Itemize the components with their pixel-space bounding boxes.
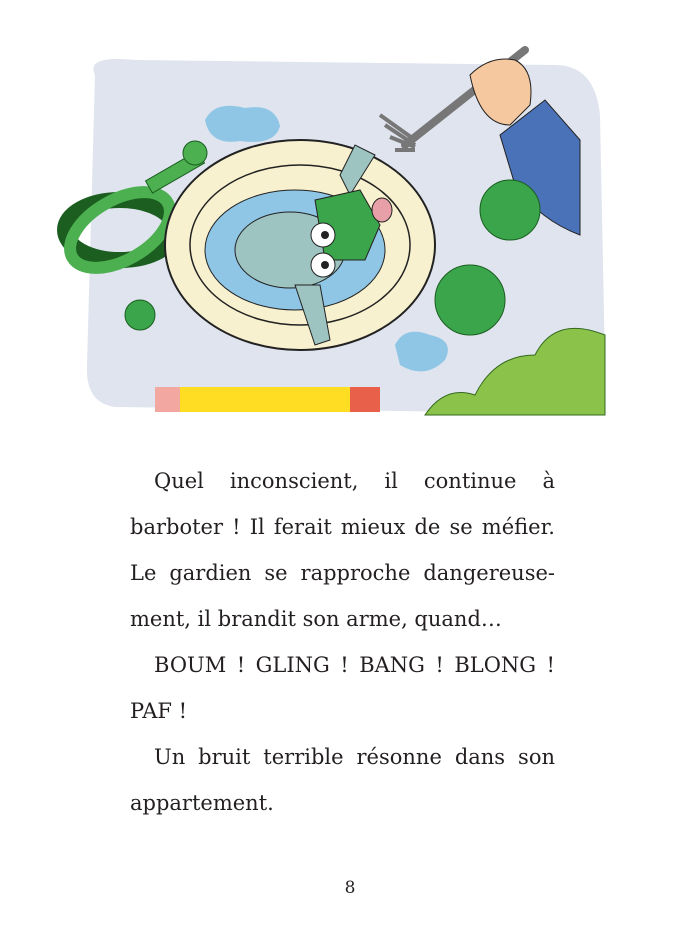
text-line: BOUM ! GLING ! BANG ! BLONG ! bbox=[154, 653, 555, 677]
text-line: Le gardien se rapproche dangereuse- bbox=[130, 561, 555, 585]
body-text bbox=[130, 458, 555, 826]
text-line: PAF ! bbox=[130, 699, 188, 723]
text-line: Quel inconscient, il continue à bbox=[154, 469, 555, 493]
text-line: ment, il brandit son arme, quand… bbox=[130, 607, 502, 631]
text-line: appartement. bbox=[130, 791, 274, 815]
text-line: barboter ! Il ferait mieux de se méfier. bbox=[130, 515, 555, 539]
page-number: 8 bbox=[344, 878, 356, 898]
cloud-puddle bbox=[205, 106, 280, 142]
towel bbox=[160, 387, 380, 412]
illustration bbox=[55, 35, 625, 435]
text-line: Un bruit terrible résonne dans son bbox=[154, 745, 555, 769]
